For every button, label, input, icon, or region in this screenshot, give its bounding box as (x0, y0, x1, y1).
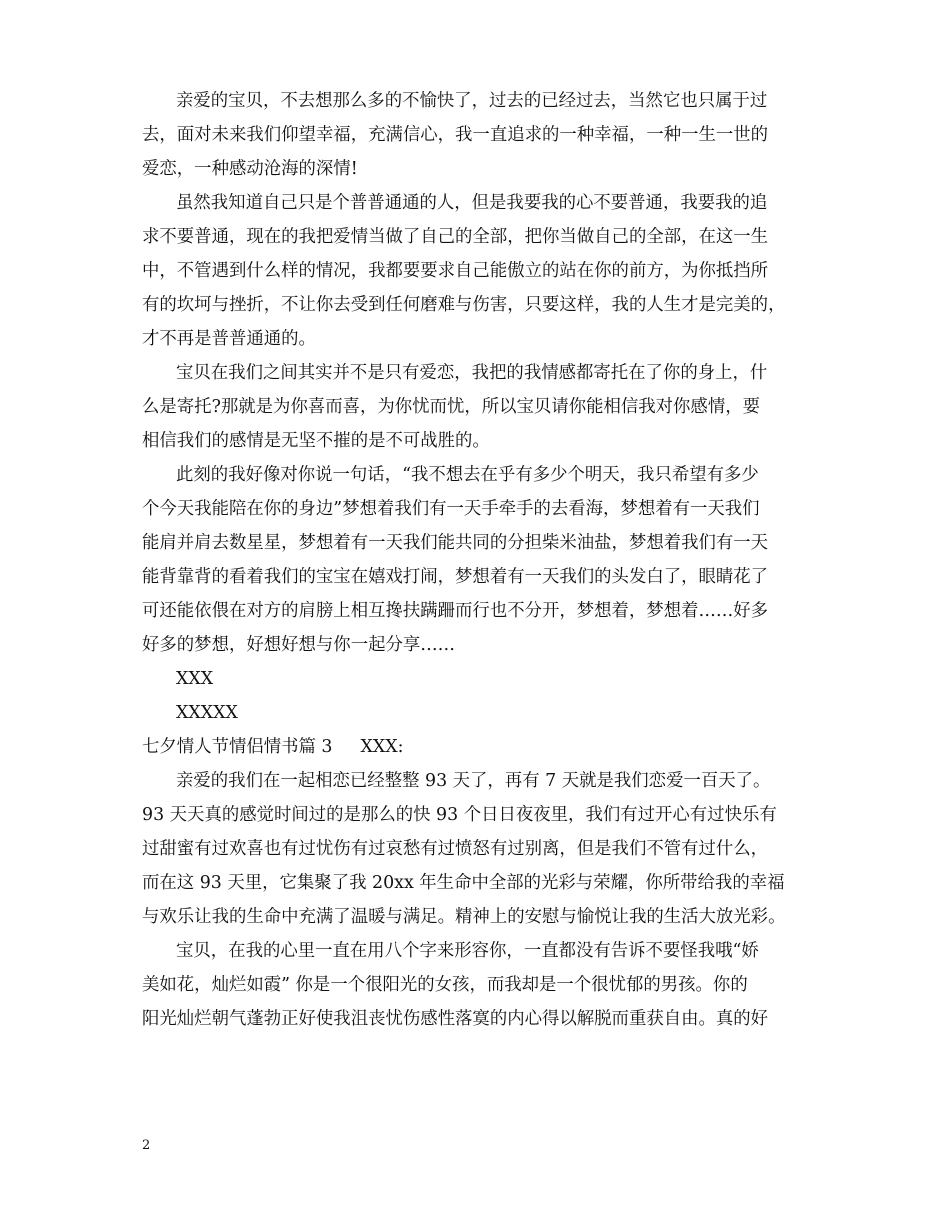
text-line: 中，不管遇到什么样的情况，我都要要求自己能傲立的站在你的前方，为你抵挡所 (142, 261, 769, 281)
text-line: 与欢乐让我的生命中充满了温暖与满足。精神上的安慰与愉悦让我的生活大放光彩。 (142, 907, 786, 927)
section-heading (142, 730, 832, 764)
text-line: 93 天天真的感觉时间过的是那么的快 93 个日日夜夜里，我们有过开心有过快乐有 (142, 805, 777, 825)
text-line: 亲爱的我们在一起相恋已经整整 93 天了，再有 7 天就是我们恋爱一百天了。 (176, 771, 771, 791)
text-line: 爱恋，一种感动沧海的深情! (142, 159, 358, 179)
text-line: 美如花，灿烂如霞” 你是一个很阳光的女孩，而我却是一个很忧郁的男孩。你的 (142, 975, 748, 995)
text-line: 能背靠背的看着我们的宝宝在嬉戏打闹，梦想着有一天我们的头发白了，眼睛花了 (142, 567, 769, 587)
text-line: 个今天我能陪在你的身边”梦想着我们有一天手牵手的去看海，梦想着有一天我们 (142, 499, 760, 519)
text-line: 去，面对未来我们仰望幸福，充满信心，我一直追求的一种幸福，一种一生一世的 (142, 125, 769, 145)
text-line: 宝贝在我们之间其实并不是只有爱恋，我把的我情感都寄托在了你的身上，什 (176, 363, 768, 383)
section-title: 七夕情人节情侣情书篇 3 (142, 737, 333, 757)
text-line: 能肩并肩去数星星，梦想着有一天我们能共同的分担柴米油盐，梦想着我们有一天 (142, 533, 769, 553)
text-line: 求不要普通，现在的我把爱情当做了自己的全部，把你当做自己的全部，在这一生 (142, 227, 769, 247)
body-text (142, 84, 832, 1036)
text-line: 相信我们的感情是无坚不摧的是不可战胜的。 (142, 431, 490, 451)
text-line: 可还能依偎在对方的肩膀上相互搀扶蹒跚而行也不分开，梦想着，梦想着……好多 (142, 601, 769, 621)
page-number: 2 (142, 1138, 151, 1153)
text-line: 么是寄托?那就是为你喜而喜，为你忧而忧，所以宝贝请你能相信我对你感情，要 (142, 397, 760, 417)
text-line: 过甜蜜有过欢喜也有过忧伤有过哀愁有过愤怒有过别离，但是我们不管有过什么， (142, 839, 769, 859)
paragraph-block (142, 84, 832, 730)
paragraph-block (142, 764, 832, 1036)
letter-greeting: XXX: (360, 737, 404, 757)
text-line: 好多的梦想，好想好想与你一起分享…… (142, 635, 456, 655)
text-line: 有的坎坷与挫折，不让你去受到任何磨难与伤害，只要这样，我的人生才是完美的， (142, 295, 786, 315)
text-line: 亲爱的宝贝，不去想那么多的不愉快了，过去的已经过去，当然它也只属于过 (176, 91, 768, 111)
text-line: 而在这 93 天里，它集聚了我 20xx 年生命中全部的光彩与荣耀，你所带给我的幸福 (142, 873, 785, 893)
text-line: 此刻的我好像对你说一句话，“我不想去在乎有多少个明天，我只希望有多少 (176, 465, 759, 485)
text-line: 虽然我知道自己只是个普普通通的人，但是我要我的心不要普通，我要我的追 (176, 193, 768, 213)
text-line: XXX (176, 669, 214, 689)
text-line: 宝贝，在我的心里一直在用八个字来形容你，一直都没有告诉不要怪我哦“娇 (176, 941, 759, 961)
text-line: 才不再是普普通通的。 (142, 329, 316, 349)
text-line: XXXXX (176, 703, 238, 723)
text-line: 阳光灿烂朝气蓬勃正好使我沮丧忧伤感性落寞的内心得以解脱而重获自由。真的好 (142, 1009, 769, 1029)
